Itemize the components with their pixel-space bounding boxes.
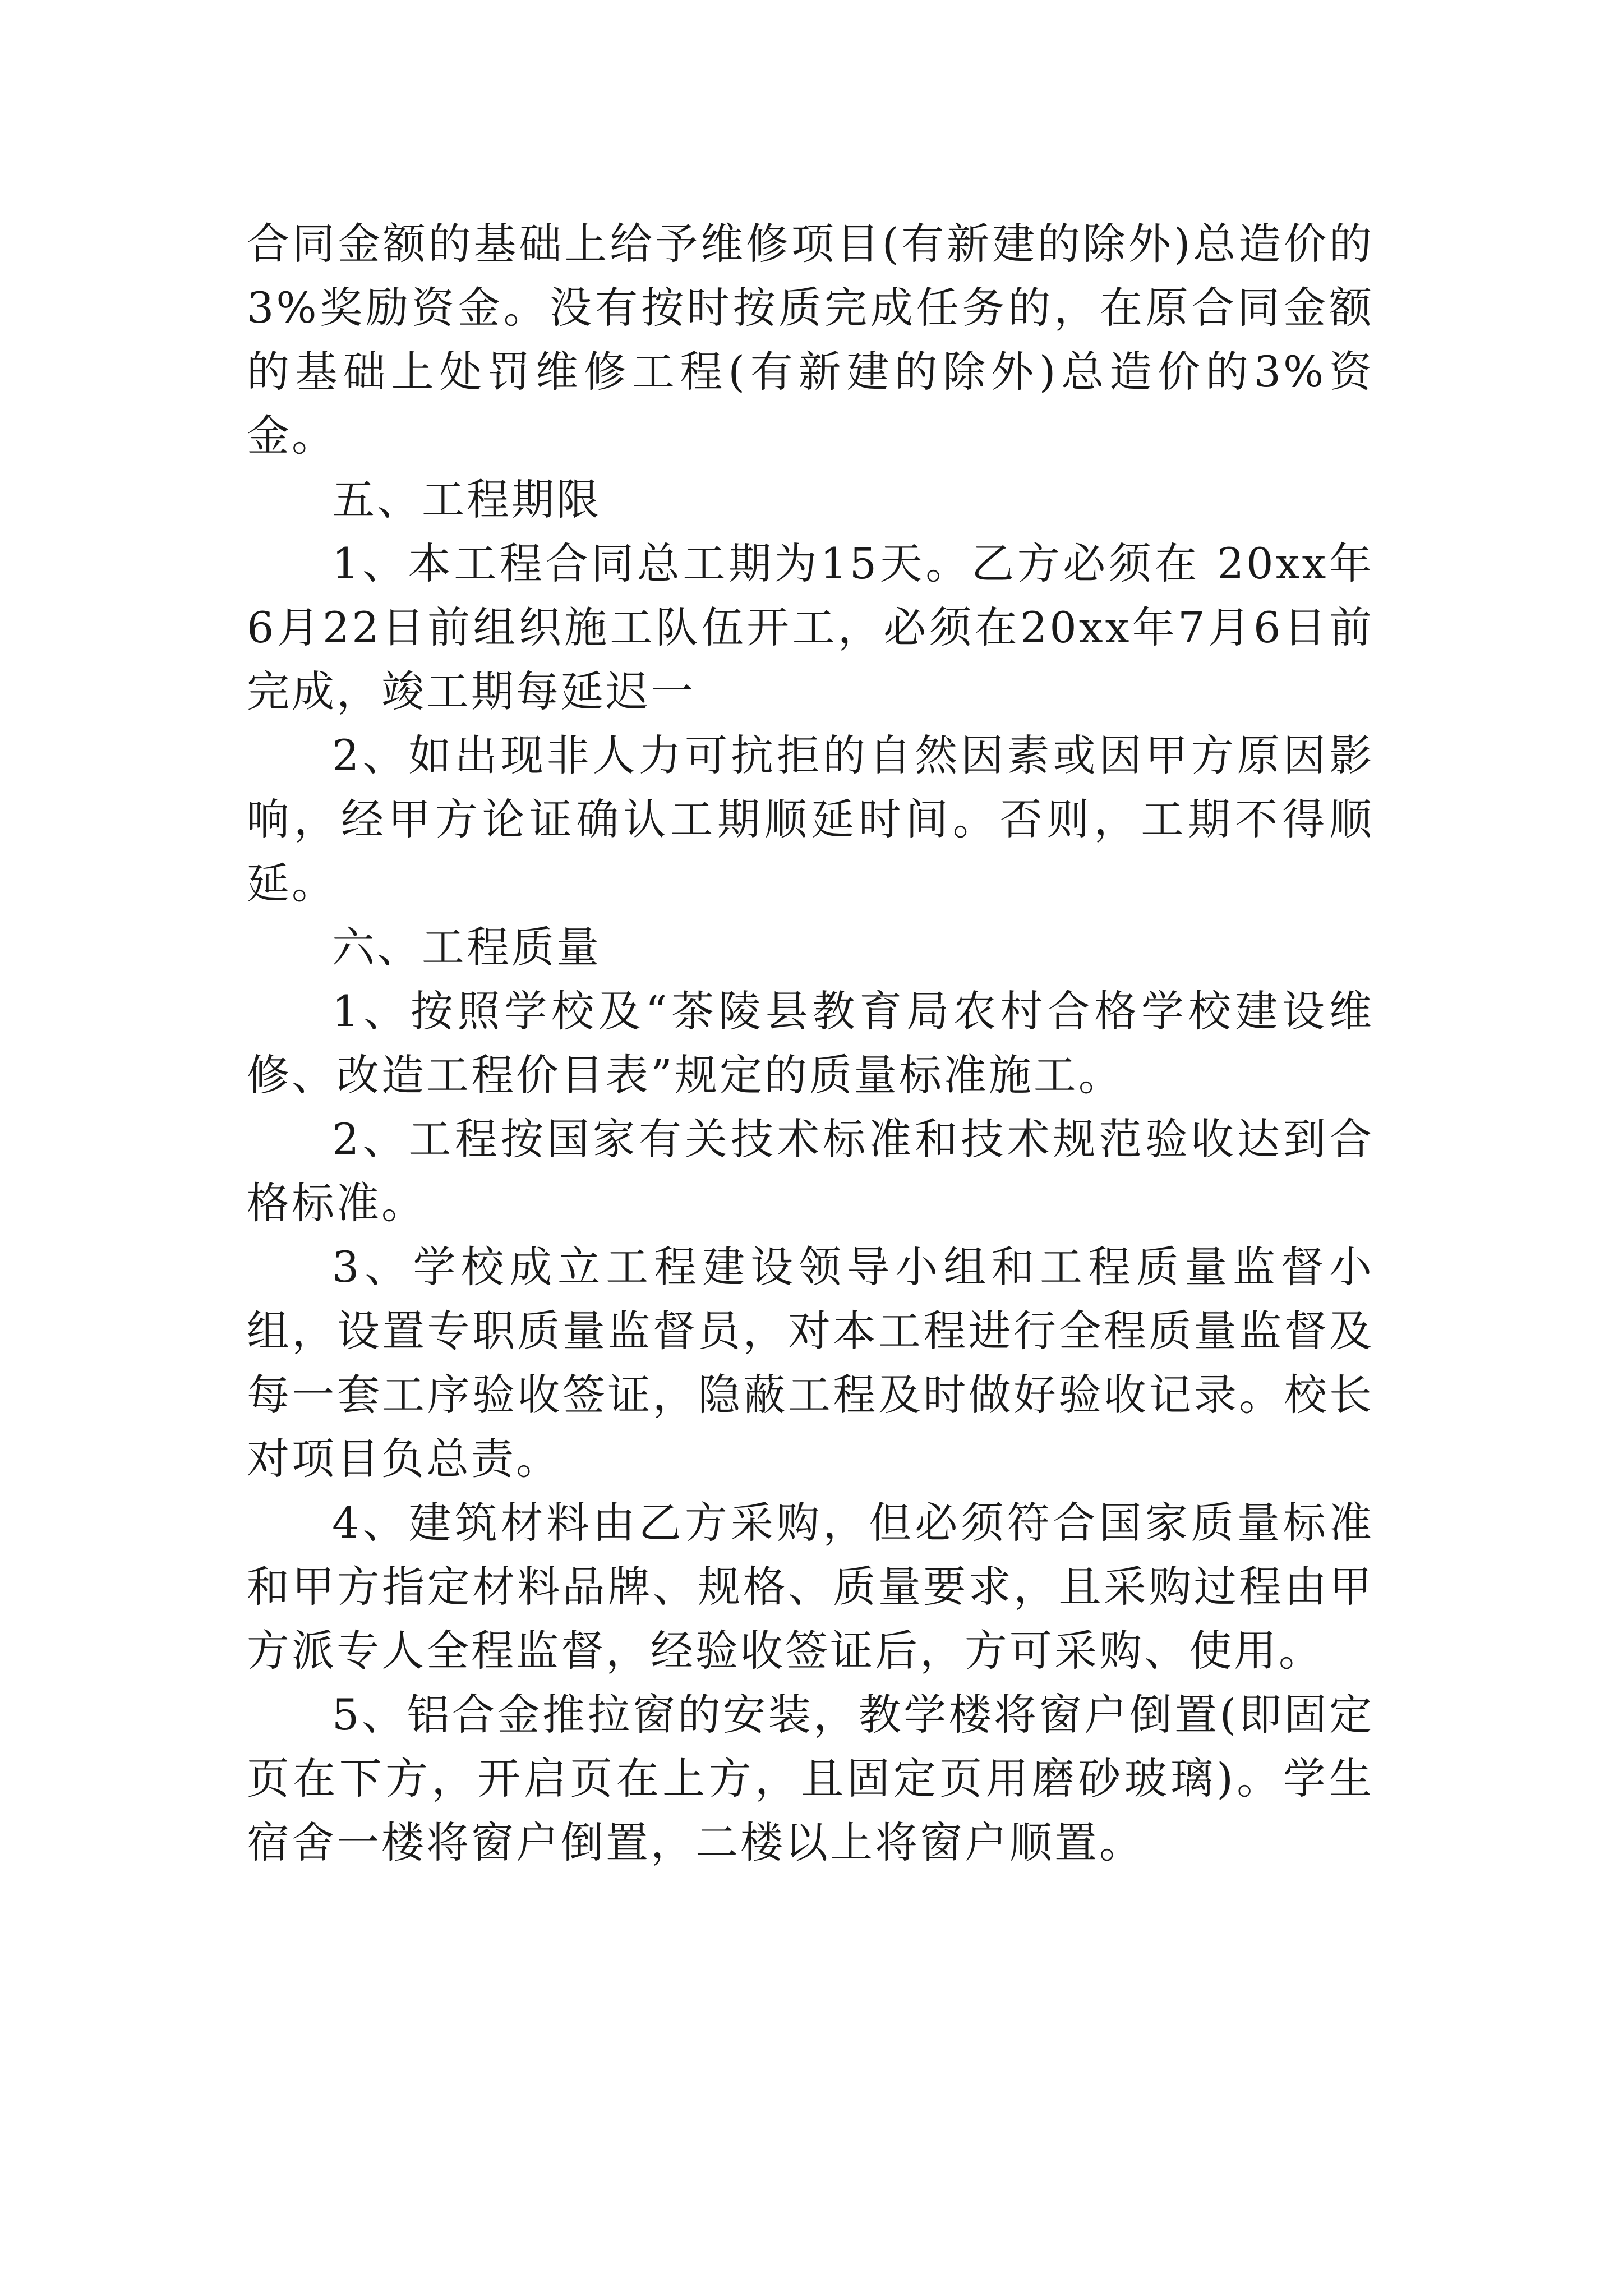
heading-section-5-schedule: 五、工程期限: [332, 475, 601, 524]
paragraph-schedule-1: 1、本工程合同总工期为15天。乙方必须在 20xx年6月22日前组织施工队伍开工，必须在20xx年7月6日前完成，竣工期每延迟一: [247, 539, 1374, 716]
paragraph-quality-1: 1、按照学校及“茶陵县教育局农村合格学校建设维修、改造工程价目表”规定的质量标准施工。: [247, 986, 1374, 1100]
heading-section-6-quality: 六、工程质量: [332, 922, 601, 972]
paragraph-quality-5: 5、铝合金推拉窗的安装，教学楼将窗户倒置(即固定页在下方，开启页在上方，且固定页用磨砂玻璃)。学生宿舍一楼将窗户倒置，二楼以上将窗户顺置。: [247, 1690, 1374, 1867]
paragraph-quality-3: 3、学校成立工程建设领导小组和工程质量监督小组，设置专职质量监督员，对本工程进行全程质量监督及每一套工序验收签证，隐蔽工程及时做好验收记录。校长对项目负总责。: [247, 1242, 1374, 1484]
document-body: [247, 212, 1374, 1875]
paragraph-reward-penalty: 合同金额的基础上给予维修项目(有新建的除外)总造价的3%奖励资金。没有按时按质完成任务的，在原合同金额的基础上处罚维修工程(有新建的除外)总造价的3%资金。: [247, 219, 1374, 461]
paragraph-quality-2: 2、工程按国家有关技术标准和技术规范验收达到合格标准。: [247, 1114, 1374, 1228]
paragraph-quality-4: 4、建筑材料由乙方采购，但必须符合国家质量标准和甲方指定材料品牌、规格、质量要求，且采购过程由甲方派专人全程监督，经验收签证后，方可采购、使用。: [247, 1498, 1374, 1676]
paragraph-schedule-2: 2、如出现非人力可抗拒的自然因素或因甲方原因影响，经甲方论证确认工期顺延时间。否则，工期不得顺延。: [247, 730, 1374, 908]
